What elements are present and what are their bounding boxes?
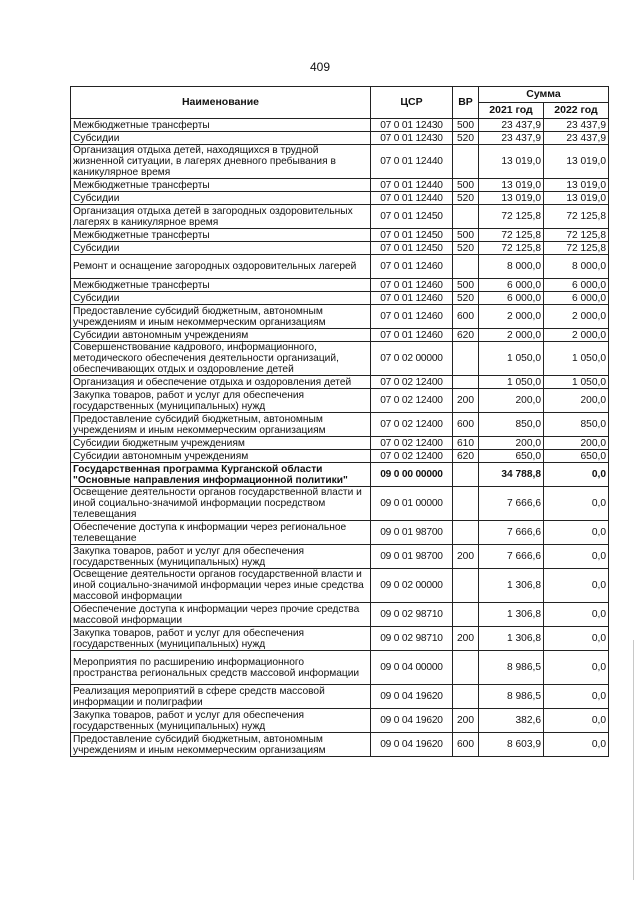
row-vr-code: 500	[453, 119, 479, 132]
row-vr-code: 500	[453, 279, 479, 292]
table-row	[71, 255, 609, 279]
row-sum-2022: 2 000,0	[544, 329, 609, 342]
header-year-2021: 2021 год	[479, 103, 544, 119]
table-row	[71, 342, 609, 376]
row-csr-code: 07 0 02 00000	[371, 342, 453, 376]
table-row	[71, 389, 609, 413]
row-name: Субсидии автономным учреждениям	[71, 329, 371, 342]
header-name: Наименование	[71, 87, 371, 119]
row-csr-code: 09 0 01 00000	[371, 487, 453, 521]
row-csr-code: 07 0 02 12400	[371, 437, 453, 450]
row-sum-2022: 200,0	[544, 437, 609, 450]
row-sum-2021: 7 666,6	[479, 487, 544, 521]
row-sum-2021: 1 306,8	[479, 569, 544, 603]
row-vr-code: 200	[453, 545, 479, 569]
row-sum-2021: 6 000,0	[479, 279, 544, 292]
row-sum-2021: 72 125,8	[479, 205, 544, 229]
header-year-2022: 2022 год	[544, 103, 609, 119]
table-row	[71, 450, 609, 463]
row-sum-2022: 850,0	[544, 413, 609, 437]
row-sum-2021: 8 603,9	[479, 733, 544, 757]
row-vr-code	[453, 463, 479, 487]
row-sum-2021: 382,6	[479, 709, 544, 733]
row-sum-2021: 8 986,5	[479, 685, 544, 709]
table-row	[71, 119, 609, 132]
table-row	[71, 192, 609, 205]
row-sum-2021: 2 000,0	[479, 305, 544, 329]
table-row	[71, 437, 609, 450]
row-sum-2022: 0,0	[544, 627, 609, 651]
table-row	[71, 145, 609, 179]
row-name: Субсидии	[71, 132, 371, 145]
table-row	[71, 292, 609, 305]
row-vr-code	[453, 569, 479, 603]
row-sum-2022: 23 437,9	[544, 119, 609, 132]
table-row	[71, 463, 609, 487]
row-name: Закупка товаров, работ и услуг для обеспечения государственных (муниципальных) нужд	[71, 709, 371, 733]
row-sum-2022: 72 125,8	[544, 229, 609, 242]
row-sum-2022: 0,0	[544, 463, 609, 487]
row-sum-2021: 200,0	[479, 389, 544, 413]
row-name: Предоставление субсидий бюджетным, автономным учреждениям и иным некоммерческим организациям	[71, 305, 371, 329]
row-sum-2022: 13 019,0	[544, 192, 609, 205]
row-sum-2021: 650,0	[479, 450, 544, 463]
row-sum-2021: 72 125,8	[479, 242, 544, 255]
row-sum-2022: 0,0	[544, 545, 609, 569]
table-row	[71, 521, 609, 545]
row-name: Межбюджетные трансферты	[71, 179, 371, 192]
row-csr-code: 07 0 01 12450	[371, 229, 453, 242]
row-vr-code: 200	[453, 709, 479, 733]
row-name: Обеспечение доступа к информации через региональное телевещание	[71, 521, 371, 545]
table-row	[71, 413, 609, 437]
row-name: Освещение деятельности органов государственной власти и иной социально-значимой информации посредством телевещания	[71, 487, 371, 521]
row-vr-code: 520	[453, 242, 479, 255]
row-vr-code: 520	[453, 192, 479, 205]
row-vr-code: 600	[453, 305, 479, 329]
table-row	[71, 205, 609, 229]
table-row	[71, 569, 609, 603]
row-sum-2022: 0,0	[544, 487, 609, 521]
row-sum-2022: 1 050,0	[544, 342, 609, 376]
row-name: Реализация мероприятий в сфере средств массовой информации и полиграфии	[71, 685, 371, 709]
row-sum-2022: 6 000,0	[544, 292, 609, 305]
table-row	[71, 651, 609, 685]
row-sum-2022: 6 000,0	[544, 279, 609, 292]
row-csr-code: 07 0 01 12450	[371, 205, 453, 229]
table-body	[71, 119, 609, 757]
row-name: Государственная программа Курганской области "Основные направления информационной политики"	[71, 463, 371, 487]
row-name: Межбюджетные трансферты	[71, 279, 371, 292]
row-sum-2022: 72 125,8	[544, 242, 609, 255]
row-csr-code: 07 0 02 12400	[371, 450, 453, 463]
row-sum-2022: 650,0	[544, 450, 609, 463]
row-sum-2022: 0,0	[544, 685, 609, 709]
row-name: Закупка товаров, работ и услуг для обеспечения государственных (муниципальных) нужд	[71, 545, 371, 569]
row-sum-2022: 0,0	[544, 603, 609, 627]
row-sum-2021: 1 306,8	[479, 603, 544, 627]
table-row	[71, 305, 609, 329]
row-csr-code: 09 0 04 19620	[371, 685, 453, 709]
table-row	[71, 229, 609, 242]
row-csr-code: 09 0 02 98710	[371, 627, 453, 651]
row-vr-code	[453, 603, 479, 627]
table-row	[71, 487, 609, 521]
row-name: Ремонт и оснащение загородных оздоровительных лагерей	[71, 255, 371, 279]
row-name: Организация отдыха детей, находящихся в трудной жизненной ситуации, в лагерях дневного пребывания в каникулярное время	[71, 145, 371, 179]
row-sum-2021: 2 000,0	[479, 329, 544, 342]
row-csr-code: 09 0 02 00000	[371, 569, 453, 603]
row-csr-code: 07 0 01 12430	[371, 132, 453, 145]
row-csr-code: 09 0 02 98710	[371, 603, 453, 627]
table-row	[71, 627, 609, 651]
row-csr-code: 09 0 01 98700	[371, 521, 453, 545]
row-sum-2022: 0,0	[544, 733, 609, 757]
table-row	[71, 179, 609, 192]
row-vr-code	[453, 685, 479, 709]
table-row	[71, 709, 609, 733]
row-vr-code	[453, 342, 479, 376]
row-vr-code: 620	[453, 450, 479, 463]
row-name: Субсидии	[71, 292, 371, 305]
row-csr-code: 07 0 01 12460	[371, 305, 453, 329]
row-name: Межбюджетные трансферты	[71, 119, 371, 132]
row-sum-2022: 8 000,0	[544, 255, 609, 279]
row-vr-code	[453, 205, 479, 229]
row-name: Организация и обеспечение отдыха и оздоровления детей	[71, 376, 371, 389]
scan-edge-line	[633, 640, 634, 880]
row-name: Субсидии бюджетным учреждениям	[71, 437, 371, 450]
row-csr-code: 07 0 01 12460	[371, 292, 453, 305]
row-csr-code: 09 0 04 19620	[371, 709, 453, 733]
row-vr-code	[453, 521, 479, 545]
row-vr-code: 200	[453, 627, 479, 651]
row-sum-2022: 13 019,0	[544, 145, 609, 179]
row-vr-code	[453, 255, 479, 279]
row-sum-2022: 0,0	[544, 709, 609, 733]
row-vr-code	[453, 376, 479, 389]
row-sum-2021: 1 306,8	[479, 627, 544, 651]
row-sum-2022: 0,0	[544, 651, 609, 685]
row-sum-2022: 200,0	[544, 389, 609, 413]
row-sum-2022: 23 437,9	[544, 132, 609, 145]
table-header	[71, 87, 609, 119]
row-csr-code: 09 0 04 00000	[371, 651, 453, 685]
header-sum: Сумма	[479, 87, 609, 103]
row-vr-code: 600	[453, 733, 479, 757]
row-csr-code: 07 0 01 12440	[371, 179, 453, 192]
row-name: Закупка товаров, работ и услуг для обеспечения государственных (муниципальных) нужд	[71, 389, 371, 413]
row-vr-code: 520	[453, 292, 479, 305]
table-row	[71, 545, 609, 569]
row-sum-2022: 72 125,8	[544, 205, 609, 229]
table-row	[71, 685, 609, 709]
row-sum-2021: 7 666,6	[479, 521, 544, 545]
header-vr: ВР	[453, 87, 479, 119]
row-csr-code: 07 0 02 12400	[371, 376, 453, 389]
table-row	[71, 733, 609, 757]
row-name: Закупка товаров, работ и услуг для обеспечения государственных (муниципальных) нужд	[71, 627, 371, 651]
row-sum-2021: 8 000,0	[479, 255, 544, 279]
row-vr-code: 200	[453, 389, 479, 413]
row-csr-code: 07 0 01 12460	[371, 279, 453, 292]
row-sum-2022: 2 000,0	[544, 305, 609, 329]
row-sum-2021: 13 019,0	[479, 145, 544, 179]
row-csr-code: 07 0 01 12430	[371, 119, 453, 132]
row-csr-code: 09 0 01 98700	[371, 545, 453, 569]
row-vr-code: 500	[453, 229, 479, 242]
table-row	[71, 242, 609, 255]
row-name: Межбюджетные трансферты	[71, 229, 371, 242]
row-vr-code: 600	[453, 413, 479, 437]
row-sum-2021: 23 437,9	[479, 119, 544, 132]
page-number: 409	[309, 60, 331, 74]
row-sum-2021: 8 986,5	[479, 651, 544, 685]
row-sum-2021: 1 050,0	[479, 342, 544, 376]
table-row	[71, 132, 609, 145]
row-vr-code	[453, 145, 479, 179]
row-csr-code: 07 0 01 12450	[371, 242, 453, 255]
row-vr-code: 520	[453, 132, 479, 145]
row-sum-2022: 1 050,0	[544, 376, 609, 389]
row-name: Мероприятия по расширению информационного пространства региональных средств массовой информации	[71, 651, 371, 685]
row-sum-2021: 7 666,6	[479, 545, 544, 569]
table-row	[71, 603, 609, 627]
row-csr-code: 07 0 01 12440	[371, 192, 453, 205]
budget-table	[70, 86, 609, 757]
row-sum-2022: 13 019,0	[544, 179, 609, 192]
row-vr-code: 610	[453, 437, 479, 450]
row-csr-code: 07 0 02 12400	[371, 389, 453, 413]
row-csr-code: 09 0 00 00000	[371, 463, 453, 487]
row-sum-2021: 200,0	[479, 437, 544, 450]
row-name: Освещение деятельности органов государственной власти и иной социально-значимой информации через иные средства массовой информации	[71, 569, 371, 603]
row-vr-code	[453, 651, 479, 685]
row-vr-code: 500	[453, 179, 479, 192]
table-row	[71, 329, 609, 342]
row-sum-2021: 6 000,0	[479, 292, 544, 305]
header-csr: ЦСР	[371, 87, 453, 119]
row-sum-2021: 72 125,8	[479, 229, 544, 242]
row-name: Субсидии	[71, 192, 371, 205]
row-name: Предоставление субсидий бюджетным, автономным учреждениям и иным некоммерческим организациям	[71, 413, 371, 437]
row-name: Субсидии	[71, 242, 371, 255]
row-sum-2021: 13 019,0	[479, 192, 544, 205]
row-vr-code	[453, 487, 479, 521]
row-sum-2021: 23 437,9	[479, 132, 544, 145]
row-name: Обеспечение доступа к информации через прочие средства массовой информации	[71, 603, 371, 627]
row-name: Совершенствование кадрового, информационного, методического обеспечения деятельности организаций, обеспечивающих отдых и оздоровление детей	[71, 342, 371, 376]
row-csr-code: 07 0 01 12460	[371, 255, 453, 279]
table-row	[71, 376, 609, 389]
row-sum-2021: 850,0	[479, 413, 544, 437]
table-row	[71, 279, 609, 292]
row-name: Предоставление субсидий бюджетным, автономным учреждениям и иным некоммерческим организациям	[71, 733, 371, 757]
row-csr-code: 07 0 01 12440	[371, 145, 453, 179]
row-vr-code: 620	[453, 329, 479, 342]
row-sum-2021: 1 050,0	[479, 376, 544, 389]
row-sum-2022: 0,0	[544, 521, 609, 545]
row-csr-code: 07 0 01 12460	[371, 329, 453, 342]
row-csr-code: 09 0 04 19620	[371, 733, 453, 757]
row-sum-2021: 34 788,8	[479, 463, 544, 487]
row-name: Организация отдыха детей в загородных оздоровительных лагерях в каникулярное время	[71, 205, 371, 229]
row-csr-code: 07 0 02 12400	[371, 413, 453, 437]
row-name: Субсидии автономным учреждениям	[71, 450, 371, 463]
row-sum-2021: 13 019,0	[479, 179, 544, 192]
row-sum-2022: 0,0	[544, 569, 609, 603]
